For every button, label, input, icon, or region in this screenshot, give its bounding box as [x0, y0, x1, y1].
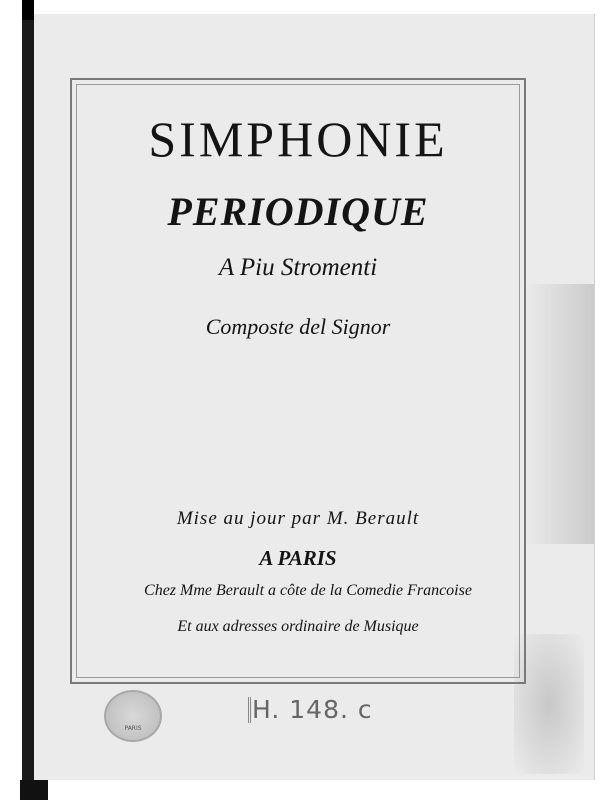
- page-subtitle: PERIODIQUE: [167, 189, 429, 234]
- book-spine: [22, 0, 34, 800]
- page-title: SIMPHONIE: [148, 111, 448, 167]
- page-stain: [524, 284, 594, 544]
- address-line: Chez Mme Berault a côte de la Comedie Francoise: [144, 582, 472, 599]
- spine-shadow: [20, 780, 48, 800]
- publisher-line: Mise au jour par M. Berault: [176, 508, 420, 529]
- scan-margin: [0, 0, 22, 800]
- city-line: A PARIS: [259, 546, 337, 570]
- library-stamp-text: PARIS: [124, 725, 142, 732]
- instrumentation-line: A Piu Stromenti: [218, 254, 378, 281]
- shelfmark: H. 148. c: [252, 695, 373, 724]
- library-stamp: [104, 690, 162, 742]
- composer-line: Composte del Signor: [205, 314, 391, 339]
- address-line-2: Et aux adresses ordinaire de Musique: [177, 618, 419, 635]
